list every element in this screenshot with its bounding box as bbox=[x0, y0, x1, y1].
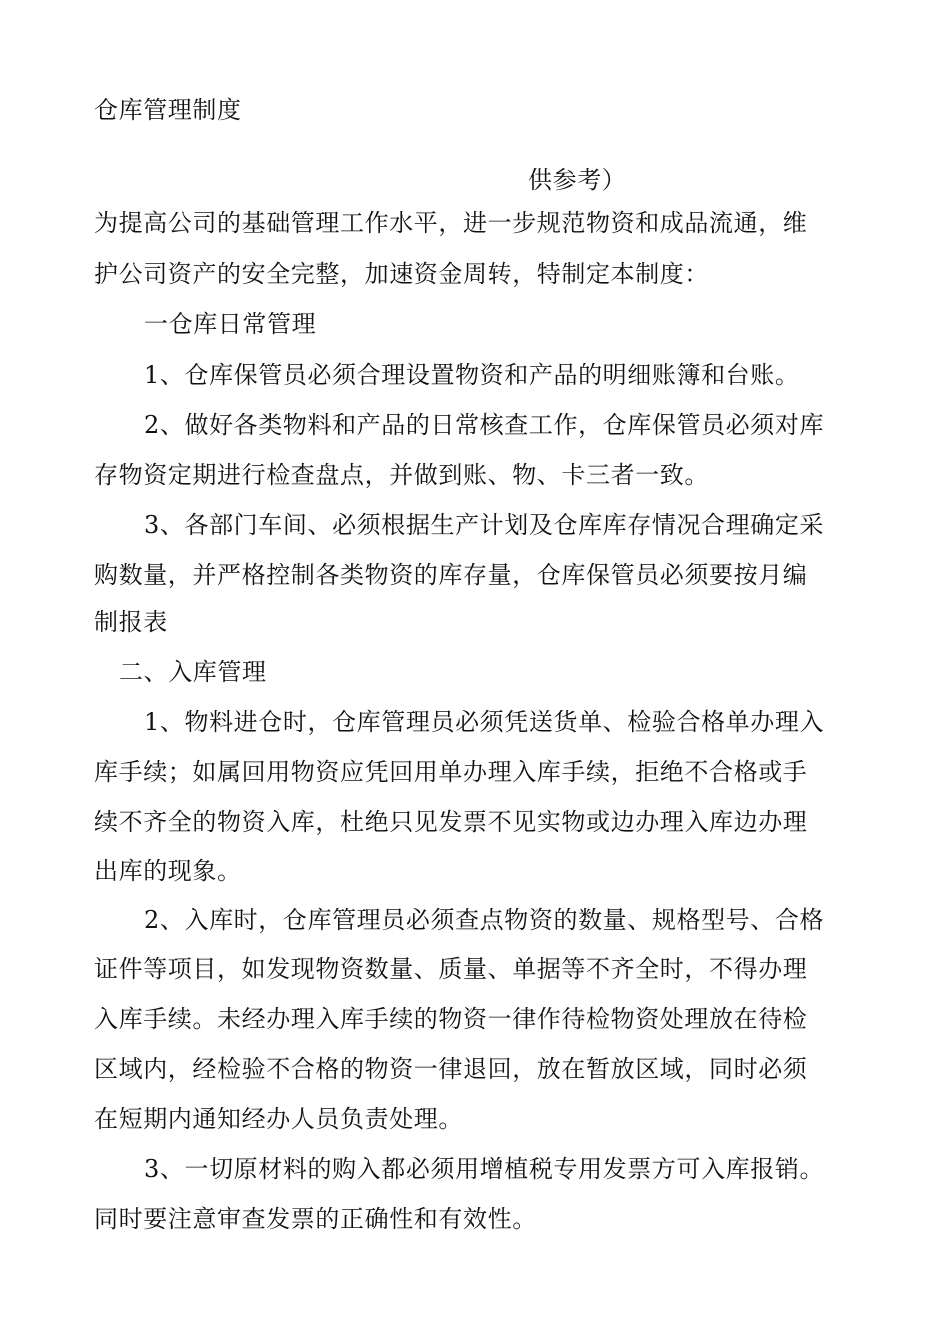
paragraph-line: 3、各部门车间、必须根据生产计划及仓库库存情况合理确定采 bbox=[144, 511, 825, 539]
intro-line: 护公司资产的安全完整，加速资金周转，特制定本制度： bbox=[94, 260, 709, 288]
paragraph-line: 购数量，并严格控制各类物资的库存量，仓库保管员必须要按月编 bbox=[94, 561, 808, 589]
paragraph-line: 1、仓库保管员必须合理设置物资和产品的明细账簿和台账。 bbox=[144, 361, 800, 389]
intro-line: 为提高公司的基础管理工作水平，进一步规范物资和成品流通，维 bbox=[94, 209, 808, 237]
paragraph-line: 证件等项目，如发现物资数量、质量、单据等不齐全时，不得办理 bbox=[94, 955, 808, 983]
paragraph-line: 同时要注意审查发票的正确性和有效性。 bbox=[94, 1205, 537, 1233]
reference-note: 供参考） bbox=[528, 166, 627, 194]
paragraph-line: 库手续；如属回用物资应凭回用单办理入库手续，拒绝不合格或手 bbox=[94, 758, 808, 786]
paragraph-line: 在短期内通知经办人员负责处理。 bbox=[94, 1105, 463, 1133]
paragraph-line: 出库的现象。 bbox=[94, 857, 242, 885]
paragraph-line: 入库手续。未经办理入库手续的物资一律作待检物资处理放在待检 bbox=[94, 1005, 808, 1033]
paragraph-line: 2、做好各类物料和产品的日常核查工作，仓库保管员必须对库 bbox=[144, 411, 825, 439]
section-heading: 一仓库日常管理 bbox=[144, 310, 317, 338]
paragraph-line: 续不齐全的物资入库，杜绝只见发票不见实物或边办理入库边办理 bbox=[94, 808, 808, 836]
paragraph-line: 1、物料进仓时，仓库管理员必须凭送货单、检验合格单办理入 bbox=[144, 708, 825, 736]
paragraph-line: 存物资定期进行检查盘点，并做到账、物、卡三者一致。 bbox=[94, 461, 709, 489]
paragraph-line: 2、入库时，仓库管理员必须查点物资的数量、规格型号、合格 bbox=[144, 906, 825, 934]
paragraph-line: 制报表 bbox=[94, 608, 168, 636]
document-title: 仓库管理制度 bbox=[94, 96, 242, 124]
paragraph-line: 区域内，经检验不合格的物资一律退回，放在暂放区域，同时必须 bbox=[94, 1055, 808, 1083]
section-heading: 二、入库管理 bbox=[119, 658, 267, 686]
paragraph-line: 3、一切原材料的购入都必须用增植税专用发票方可入库报销。 bbox=[144, 1155, 825, 1183]
